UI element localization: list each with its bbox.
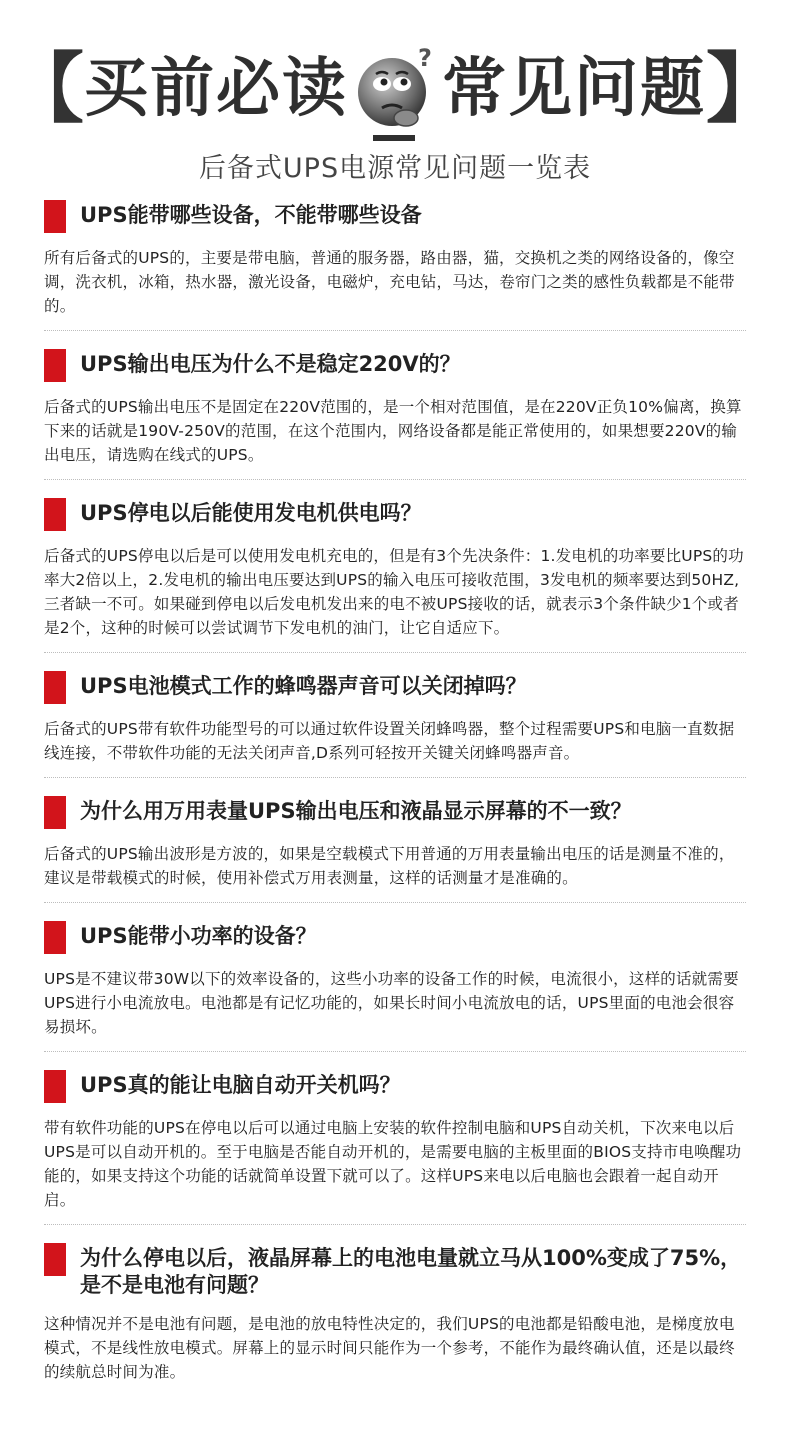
divider [44, 902, 746, 903]
page-header [0, 0, 790, 140]
faq-answer: 后备式的UPS输出波形是方波的，如果是空载模式下用普通的万用表量输出电压的话是测量不准的，建议是带载模式的时候，使用补偿式万用表测量，这样的话测量才是准确的。 [44, 845, 735, 887]
question-marker [44, 1243, 66, 1276]
title-underbar [373, 135, 415, 141]
faq-item [0, 671, 790, 778]
question-marker [44, 671, 66, 704]
faq-item [0, 349, 790, 480]
faq-question: UPS电池模式工作的蜂鸣器声音可以关闭掉吗？ [80, 674, 527, 698]
title-bracket-left: 【 [8, 44, 84, 133]
question-marker [44, 796, 66, 829]
faq-answer: 这种情况并不是电池有问题，是电池的放电特性决定的，我们UPS的电池都是铅酸电池，是梯度放电模式，不是线性放电模式。屏幕上的显示时间只能作为一个参考，不能作为最终确认值，还是以最终的续航总时间为准。 [44, 1315, 735, 1381]
faq-answer: 后备式的UPS输出电压不是固定在220V范围的，是一个相对范围值，是在220V正负10%偏离，换算下来的话就是190V-250V的范围，在这个范围内，网络设备都是能正常使用的，如果想要220V的输出电压，请选购在线式的UPS。 [44, 398, 742, 464]
faq-item [0, 1243, 790, 1384]
question-marker [44, 349, 66, 382]
faq-item [0, 796, 790, 903]
question-marker [44, 200, 66, 233]
divider [44, 330, 746, 331]
divider [44, 479, 746, 480]
faq-answer: 所有后备式的UPS的，主要是带电脑，普通的服务器，路由器，猫，交换机之类的网络设备的，像空调，洗衣机，冰箱，热水器，激光设备，电磁炉，充电钻，马达，卷帘门之类的感性负载都是不能带的。 [44, 249, 735, 315]
faq-answer: 后备式的UPS停电以后是可以使用发电机充电的，但是有3个先决条件：1.发电机的功率要比UPS的功率大2倍以上，2.发电机的输出电压要达到UPS的输入电压可接收范围，3发电机的频率要达到50HZ,三者缺一不可。如果碰到停电以后发电机发出来的电不被UPS接收的话，就表示3个条件缺少1个或者是2个，这种的时候可以尝试调节下发电机的油门，让它自适应下。 [44, 547, 744, 637]
divider [44, 1224, 746, 1225]
page-subtitle: 后备式UPS电源常见问题一览表 [198, 153, 592, 184]
page-title [0, 44, 790, 133]
title-bracket-right: 】 [706, 44, 782, 133]
faq-question: UPS输出电压为什么不是稳定220V的？ [80, 352, 461, 376]
faq-question: UPS真的能让电脑自动开关机吗？ [80, 1073, 401, 1097]
faq-item [0, 921, 790, 1052]
svg-text:?: ? [418, 44, 432, 72]
faq-question: UPS能带小功率的设备？ [80, 924, 317, 948]
title-right: 常见问题 [442, 52, 706, 126]
faq-list [0, 200, 790, 1384]
thinking-face-icon [352, 44, 438, 134]
question-marker [44, 921, 66, 954]
question-marker [44, 498, 66, 531]
faq-answer: 后备式的UPS带有软件功能型号的可以通过软件设置关闭蜂鸣器，整个过程需要UPS和电脑一直数据线连接，不带软件功能的无法关闭声音,D系列可轻按开关键关闭蜂鸣器声音。 [44, 720, 735, 762]
divider [44, 652, 746, 653]
faq-question: 为什么停电以后，液晶屏幕上的电池电量就立马从100%变成了75%，是不是电池有问题？ [80, 1246, 742, 1297]
faq-item [0, 200, 790, 331]
faq-item [0, 1070, 790, 1225]
faq-answer: 带有软件功能的UPS在停电以后可以通过电脑上安装的软件控制电脑和UPS自动关机，下次来电以后UPS是可以自动开机的。至于电脑是否能自动开机的，是需要电脑的主板里面的BIOS支持市电唤醒功能的，如果支持这个功能的话就简单设置下就可以了。这样UPS来电以后电脑也会跟着一起自动开启。 [44, 1119, 742, 1209]
divider [44, 777, 746, 778]
faq-question: UPS能带哪些设备，不能带哪些设备 [80, 203, 422, 227]
question-marker [44, 1070, 66, 1103]
title-left: 买前必读 [84, 52, 348, 126]
faq-answer: UPS是不建议带30W以下的效率设备的，这些小功率的设备工作的时候，电流很小，这样的话就需要UPS进行小电流放电。电池都是有记忆功能的，如果长时间小电流放电的话，UPS里面的电池会很容易损坏。 [44, 970, 739, 1036]
faq-question: UPS停电以后能使用发电机供电吗？ [80, 501, 422, 525]
faq-item [0, 498, 790, 653]
faq-question: 为什么用万用表量UPS输出电压和液晶显示屏幕的不一致？ [80, 799, 632, 823]
divider [44, 1051, 746, 1052]
